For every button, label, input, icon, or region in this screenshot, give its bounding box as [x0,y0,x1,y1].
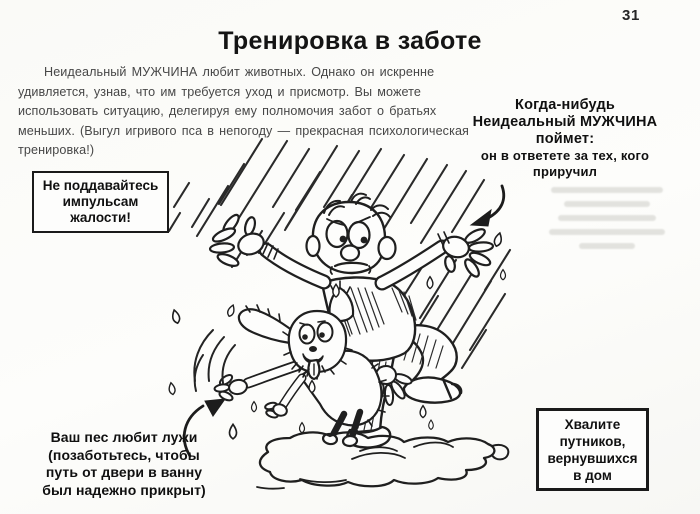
praise-box-line: путников, [559,433,626,449]
intro-paragraph: Неидеальный МУЖЧИНА любит животных. Однако он искренне удивляется, узнав, что им требуется уход и присмотр. Вы можете использовать ситуацию, делегируя ему полномочия забот о братьях меньших. (Выгул игривого пса в непогоду — прекрасная психологическая тренировка!) [18,65,469,157]
bleed-line [564,201,650,207]
someday-note [450,97,680,180]
someday-note-line: Когда-нибудь [515,97,615,113]
someday-note-line: приручил [532,164,598,179]
puddle-note [14,429,234,499]
praise-box [536,408,649,491]
praise-box-line: в дом [573,467,612,483]
left-hand [210,213,267,269]
praise-box-line: Хвалите [564,416,621,432]
bleed-line [549,229,665,235]
bleed-line [558,215,656,221]
page-title: Тренировка в заботе [218,27,482,55]
someday-note-line: Неидеальный МУЖЧИНА [472,114,658,130]
puddle-note-line: был надежно прикрыт) [42,481,206,498]
impulse-box-line: жалости! [70,210,131,225]
page-bleed-through [548,187,666,249]
right-hand [441,227,493,279]
puddle-note-line: путь от двери в ванну [45,464,203,480]
impulse-box-line: импульсам [62,194,139,209]
someday-note-line: он в ответете за тех, кого [480,148,650,163]
praise-box-line: вернувшихся [547,450,638,466]
impulse-box-line: Не поддавайтесь [42,178,159,193]
puddle-note-line: (позаботьтесь, чтобы [48,446,200,463]
bleed-line [551,187,663,193]
impulse-warning-box [32,171,169,233]
page-number: 31 [622,7,640,24]
someday-note-line: поймет: [535,131,595,147]
bleed-line [579,243,635,249]
puddle-note-line: Ваш пес любит лужи [50,429,198,445]
